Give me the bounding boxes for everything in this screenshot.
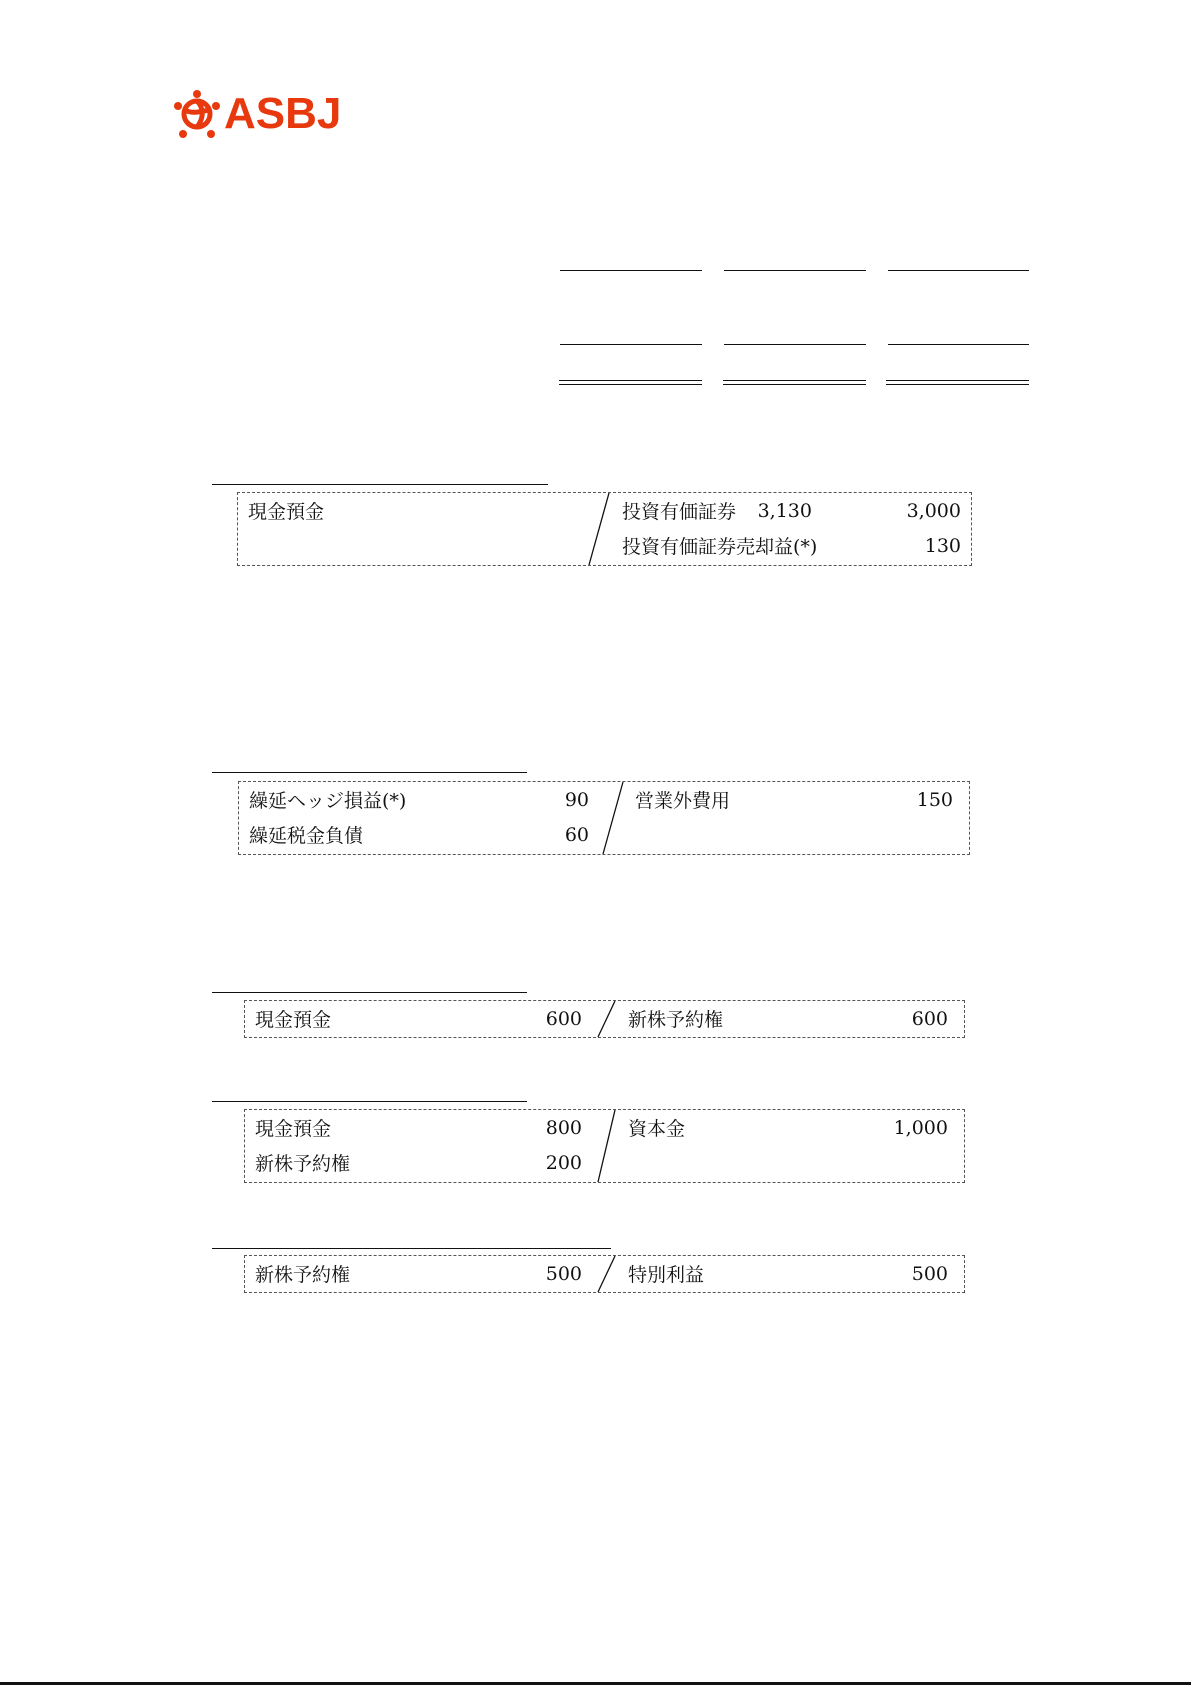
total-double-rule — [886, 380, 1029, 385]
logo-text: ASBJ — [224, 89, 342, 138]
debit-side — [255, 1256, 582, 1292]
section-heading-rule — [212, 1101, 527, 1102]
asbj-logo — [174, 88, 341, 140]
credit-account: 新株予約権 — [628, 1009, 724, 1031]
debit-amount: 200 — [545, 1151, 582, 1174]
credit-side — [628, 1256, 948, 1292]
debit-side — [255, 1110, 582, 1182]
debit-amount: 500 — [545, 1262, 582, 1285]
debit-account: 現金預金 — [248, 501, 325, 523]
journal-entry-3 — [244, 1000, 965, 1038]
credit-account: 資本金 — [628, 1118, 686, 1140]
credit-amount: 130 — [924, 534, 961, 557]
debit-amount: 3,130 — [757, 499, 812, 522]
credit-side — [628, 1110, 948, 1182]
debit-account: 現金預金 — [255, 1009, 332, 1031]
debit-side — [255, 1001, 582, 1037]
table-rule — [724, 344, 866, 345]
table-rule — [724, 270, 866, 271]
debit-account: 新株予約権 — [255, 1264, 351, 1286]
credit-line — [622, 493, 961, 528]
debit-account: 繰延ヘッジ損益(*) — [249, 790, 407, 812]
journal-entry-5 — [244, 1255, 965, 1293]
credit-line — [628, 1001, 948, 1036]
debit-side — [249, 782, 589, 854]
credit-amount: 150 — [916, 788, 953, 811]
total-double-rule — [723, 380, 866, 385]
credit-line — [628, 1256, 948, 1291]
credit-amount: 600 — [911, 1007, 948, 1030]
section-heading-rule — [212, 772, 527, 773]
credit-line — [635, 782, 953, 817]
journal-entry-1 — [237, 492, 972, 566]
asbj-flower-icon — [174, 88, 220, 140]
table-rule — [888, 270, 1029, 271]
journal-entry-2 — [238, 781, 970, 855]
entry-divider — [595, 1110, 625, 1182]
credit-account: 投資有価証券売却益(*) — [622, 536, 818, 558]
debit-line — [255, 1256, 582, 1291]
entry-divider — [587, 493, 617, 565]
debit-line — [255, 1001, 582, 1036]
credit-amount: 1,000 — [893, 1116, 948, 1139]
credit-amount: 3,000 — [906, 499, 961, 522]
debit-amount: 60 — [564, 823, 589, 846]
debit-line — [255, 1110, 582, 1145]
credit-line — [628, 1110, 948, 1145]
debit-line — [249, 782, 589, 817]
entry-divider — [595, 1001, 625, 1037]
table-rule — [888, 344, 1029, 345]
journal-entry-4 — [244, 1109, 965, 1183]
credit-side — [635, 782, 953, 854]
credit-side — [622, 493, 961, 565]
debit-line — [255, 1145, 582, 1180]
credit-side — [628, 1001, 948, 1037]
section-heading-rule — [212, 484, 548, 485]
credit-line — [622, 528, 961, 563]
debit-line — [249, 817, 589, 852]
total-double-rule — [559, 380, 702, 385]
credit-account: 投資有価証券 — [622, 501, 737, 523]
debit-amount: 800 — [545, 1116, 582, 1139]
debit-amount: 90 — [564, 788, 589, 811]
debit-amount: 600 — [545, 1007, 582, 1030]
section-heading-rule — [212, 1248, 611, 1249]
section-heading-rule — [212, 992, 527, 993]
credit-account: 営業外費用 — [635, 790, 731, 812]
debit-account: 現金預金 — [255, 1118, 332, 1140]
debit-account: 繰延税金負債 — [249, 825, 364, 847]
credit-account: 特別利益 — [628, 1264, 705, 1286]
credit-amount: 500 — [911, 1262, 948, 1285]
debit-account: 新株予約権 — [255, 1153, 351, 1175]
entry-divider — [595, 1256, 625, 1292]
table-rule — [560, 344, 702, 345]
table-rule — [560, 270, 702, 271]
entry-divider — [601, 782, 631, 854]
